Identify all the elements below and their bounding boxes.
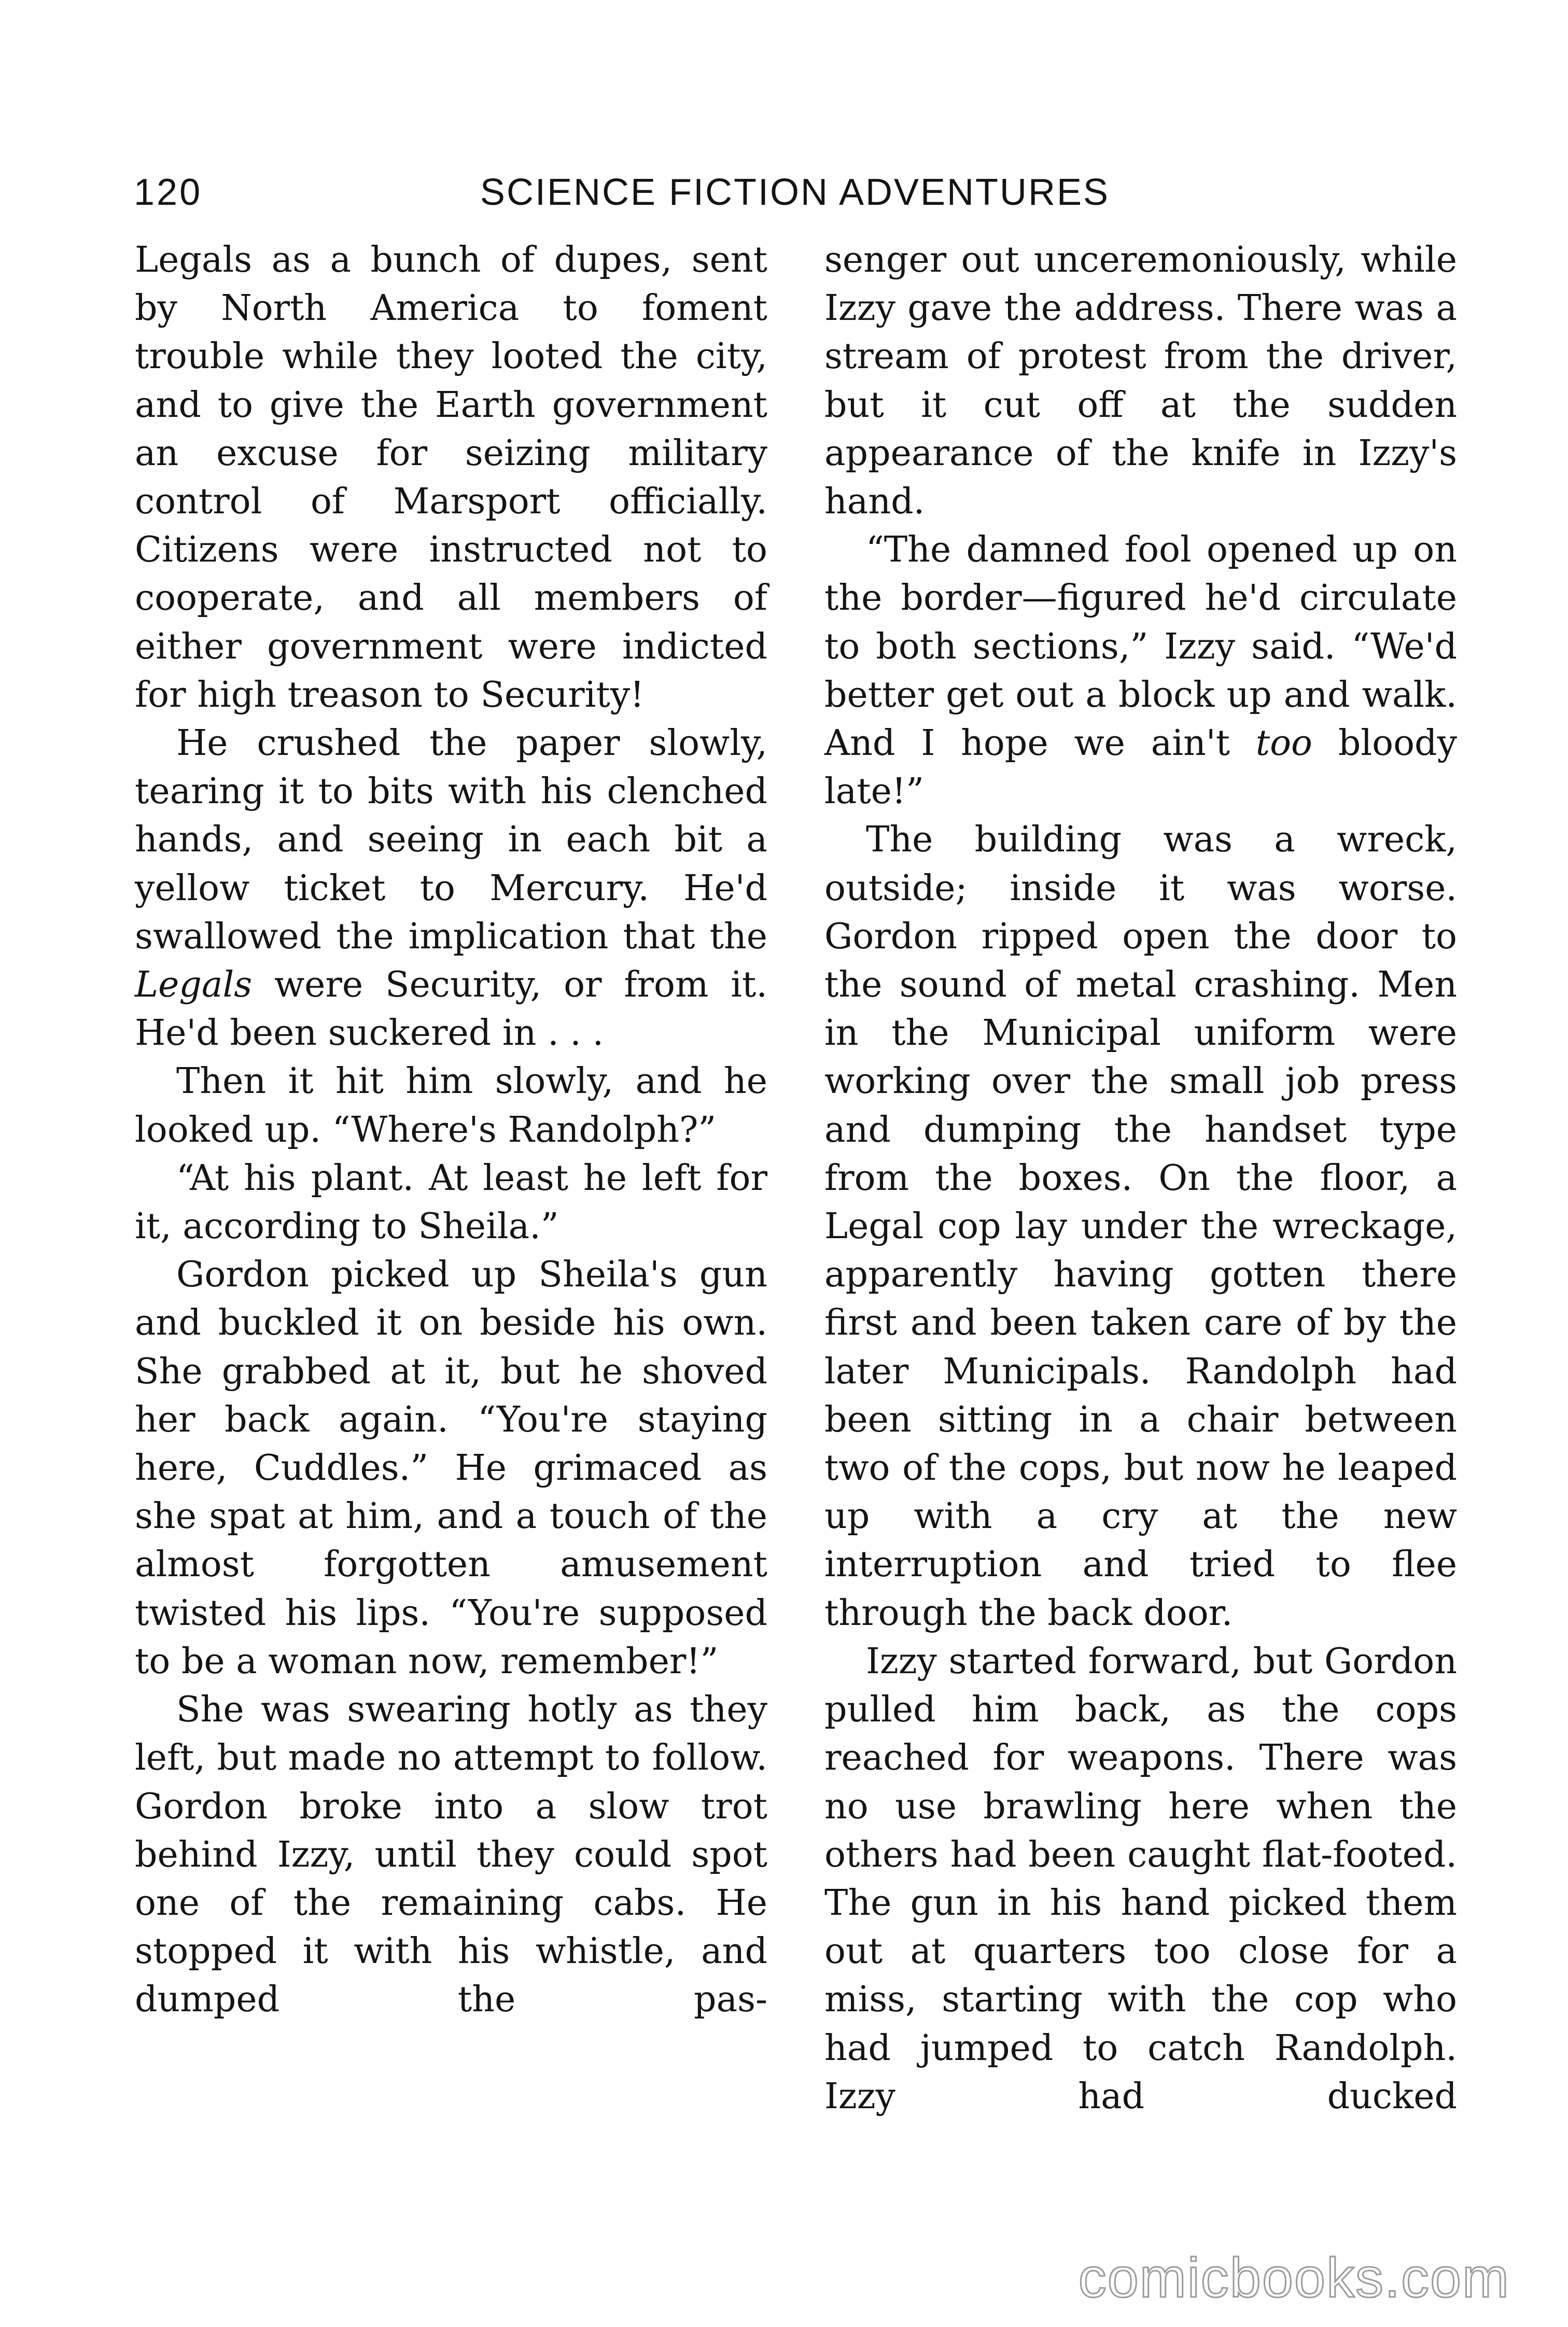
paragraph: Gordon picked up Sheila's gun and buckled it on beside his own. She grabbed at it, but he shoved her back again. “You're staying here, Cuddles.” He grimaced as she spat at him, and a touch of the almost forgotten amusement twisted his lips. “You're supposed to be a woman now, remember!” bbox=[135, 1254, 767, 1682]
watermark-text: comicbooks.com bbox=[1078, 2246, 1510, 2309]
running-head: SCIENCE FICTION ADVENTURES bbox=[480, 172, 1110, 213]
paragraph: He crushed the paper slowly, tearing it to bits with his clenched hands, and seeing in each bit a yellow ticket to Mercury. He'd swallowed the implication that the Legals were Security, or from it. He'd been suckered in . . . bbox=[135, 723, 767, 1054]
paragraph: “At his plant. At least he left for it, according to Sheila.” bbox=[135, 1157, 767, 1247]
paragraph: senger out unceremoniously, while Izzy gave the address. There was a stream of protest from the driver, but it cut off at the sudden appearance of the knife in Izzy's hand. bbox=[824, 240, 1457, 523]
page-number: 120 bbox=[134, 172, 203, 213]
paragraph: Then it hit him slowly, and he looked up. “Where's Randolph?” bbox=[135, 1061, 767, 1151]
page-header bbox=[134, 171, 1461, 228]
paragraph: The building was a wreck, outside; inside it was worse. Gordon ripped open the door to the sound of metal crashing. Men in the Municipal uniform were working over the small job press and dumping the handset type from the boxes. On the floor, a Legal cop lay under the wreckage, apparently having gotten there first and been taken care of by the later Municipals. Randolph had been sitting in a chair between two of the cops, but now he leaped up with a cry at the new interruption and tried to flee through the back door. bbox=[824, 819, 1457, 1634]
italic-word: Legals bbox=[135, 964, 253, 1006]
paragraph: “The damned fool opened up on the border—figured he'd circulate to both sections,” Izzy said. “We'd better get out a block up and walk. And I hope we ain't too bloody late!” bbox=[824, 529, 1457, 812]
left-column bbox=[135, 236, 767, 2024]
paragraph: She was swearing hotly as they left, but made no attempt to follow. Gordon broke into a slow trot behind Izzy, until they could spot one of the remaining cabs. He stopped it with his whistle, and dumped the pas- bbox=[135, 1689, 767, 2021]
paragraph: Izzy started forward, but Gordon pulled him back, as the cops reached for weapons. There was no use brawling here when the others had been caught flat-footed. The gun in his hand picked them out at quarters too close for a miss, starting with the cop who had jumped to catch Randolph. Izzy had ducked bbox=[824, 1641, 1457, 2117]
italic-word: too bbox=[1255, 723, 1312, 764]
right-column bbox=[824, 236, 1457, 2121]
paragraph: Legals as a bunch of dupes, sent by North America to foment trouble while they looted the city, and to give the Earth government an excuse for seizing military control of Marsport officially. Citizens were instructed not to cooperate, and all members of either government were indicted for high treason to Security! bbox=[135, 240, 767, 716]
